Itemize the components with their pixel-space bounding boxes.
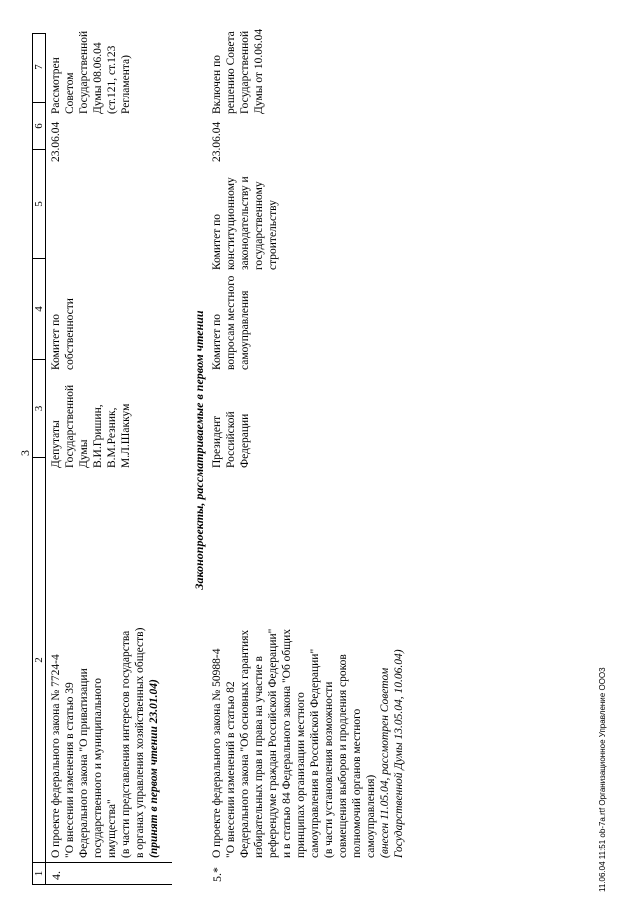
row-4-status-line: Регламента) (120, 55, 132, 114)
row-5-title-line: (в части установления возможности (323, 681, 335, 858)
row-4-status-line: (ст.121, ст.123 (106, 45, 118, 114)
column-header-1: 1 (33, 862, 45, 884)
row-4-committee-line: Комитет по (50, 314, 62, 370)
row-5-committee-line: Комитет по (211, 314, 223, 370)
row-5-number: 5.* (210, 867, 224, 882)
row-5-title-line: принципах организации местного (295, 692, 307, 858)
row-4-title-line: (в части представления интересов государства (120, 630, 132, 858)
row-5-title-line: и в статью 84 Федерального закона "Об общих (281, 628, 293, 858)
column-header-2: 2 (33, 457, 45, 862)
row-4-status-line: Рассмотрен Советом (50, 57, 76, 114)
row-5-status-line: Государственной (239, 30, 251, 114)
row-4-initiator-line: Думы (78, 439, 90, 468)
row-5-co-committee-line: строительству (267, 200, 279, 270)
row-4-initiator-line: М.Л.Шаккум (120, 403, 132, 468)
row-4-title-line: О проекте федерального закона № 7724-4 (50, 654, 62, 858)
row-5-title-line: О проекте федерального закона № 50988-4 (211, 648, 223, 858)
row-5-title-line: "О внесении изменений в статью 82 (225, 681, 237, 858)
row-5-title-line: Федерального закона "Об основных гарантиях (239, 629, 251, 858)
row-4-initiator-line: В.И.Гришин, (92, 404, 104, 468)
row-4-title-line: имущества" (106, 799, 118, 858)
row-4-status-line: Думы 08.06.04 (92, 42, 104, 114)
row-5-initiator-line: Российской (225, 411, 237, 468)
row-5-co-committee-line: государственному (253, 181, 265, 270)
row-5-initiator (210, 373, 252, 468)
row-4-status (49, 22, 133, 114)
footer-file-info: 11.06.04 11:51 ob-7a.rtf Организационное Управление ООО3 (598, 667, 607, 892)
row-5-title-line: референдуме граждан Российской Федерации" (267, 628, 279, 858)
row-4-initiator-line: В.М.Резник, (106, 407, 118, 468)
row-4-initiator (49, 373, 133, 468)
row-5-title-line: избирательных прав и права на участие в (253, 656, 265, 858)
row-4-title (49, 473, 161, 858)
row-5-co-committee-line: конституционному (225, 177, 237, 270)
row-5-initiator-line: Федерации (239, 413, 251, 468)
row-5-initiator-line: Президент (211, 415, 223, 468)
row-5-co-committee-line: Комитет по (211, 214, 223, 270)
row-5-note-line: Государственной Думы 13.05.04, 10.06.04) (393, 649, 405, 858)
row-5-co-committee-line: законодательству и (239, 176, 251, 270)
row-4-title-line: государственного и муниципального (92, 678, 104, 858)
row-5-committee-line: самоуправления (239, 290, 251, 370)
row-4-date: 23.06.04 (50, 121, 62, 162)
row-5-note-line: (внесен 11.05.04, рассмотрен Советом (379, 667, 391, 858)
row-5-committee-line: вопросам местного (225, 275, 237, 370)
page-number: 3 (18, 450, 32, 456)
column-header-3: 3 (33, 359, 45, 457)
column-header-4: 4 (33, 258, 45, 359)
row-4-title-line: в органах управления хозяйственных обществ) (134, 627, 146, 858)
row-5-committee (210, 270, 252, 370)
row-5-title-line: полномочий органов местного (351, 708, 363, 858)
column-header-5: 5 (33, 149, 45, 258)
row-5-status-line: Думы от 10.06.04 (253, 28, 265, 114)
row-4-status-line: Государственной (78, 30, 90, 114)
row-4-committee (49, 274, 77, 370)
column-header-7: 7 (33, 64, 45, 70)
row-4-title-line: Федерального закона "О приватизации (78, 668, 90, 858)
row-4-initiator-line: Депутаты (50, 420, 62, 468)
row-5-title-line: самоуправления в Российской Федерации" (309, 648, 321, 858)
column-header-row (32, 33, 46, 885)
section-heading: Законопроекты, рассматриваемые в первом чтении (192, 310, 206, 590)
row-5-title (210, 473, 406, 858)
row-5-co-committee (210, 165, 280, 270)
row-4-initiator-line: Государственной (64, 384, 76, 468)
row-5-title-line: самоуправления) (365, 774, 377, 858)
row-4-note: (принят в первом чтении 23.01.04) (148, 679, 160, 858)
row-5-title-line: совмещения выборов и продления сроков (337, 654, 349, 858)
row-5-status-line: Включен по (211, 55, 223, 114)
row-4-number: 4. (49, 871, 63, 880)
row-5-date: 23.06.04 (211, 121, 223, 162)
row-4-committee-line: собственности (64, 298, 76, 370)
column-header-6: 6 (33, 102, 45, 149)
row-4-title-line: "О внесении изменения в статью 39 (64, 682, 76, 858)
row-4-num-divider (46, 862, 172, 863)
row-4-left-border (46, 884, 172, 885)
row-5-status (210, 22, 266, 114)
row-5-status-line: решению Совета (225, 31, 237, 114)
